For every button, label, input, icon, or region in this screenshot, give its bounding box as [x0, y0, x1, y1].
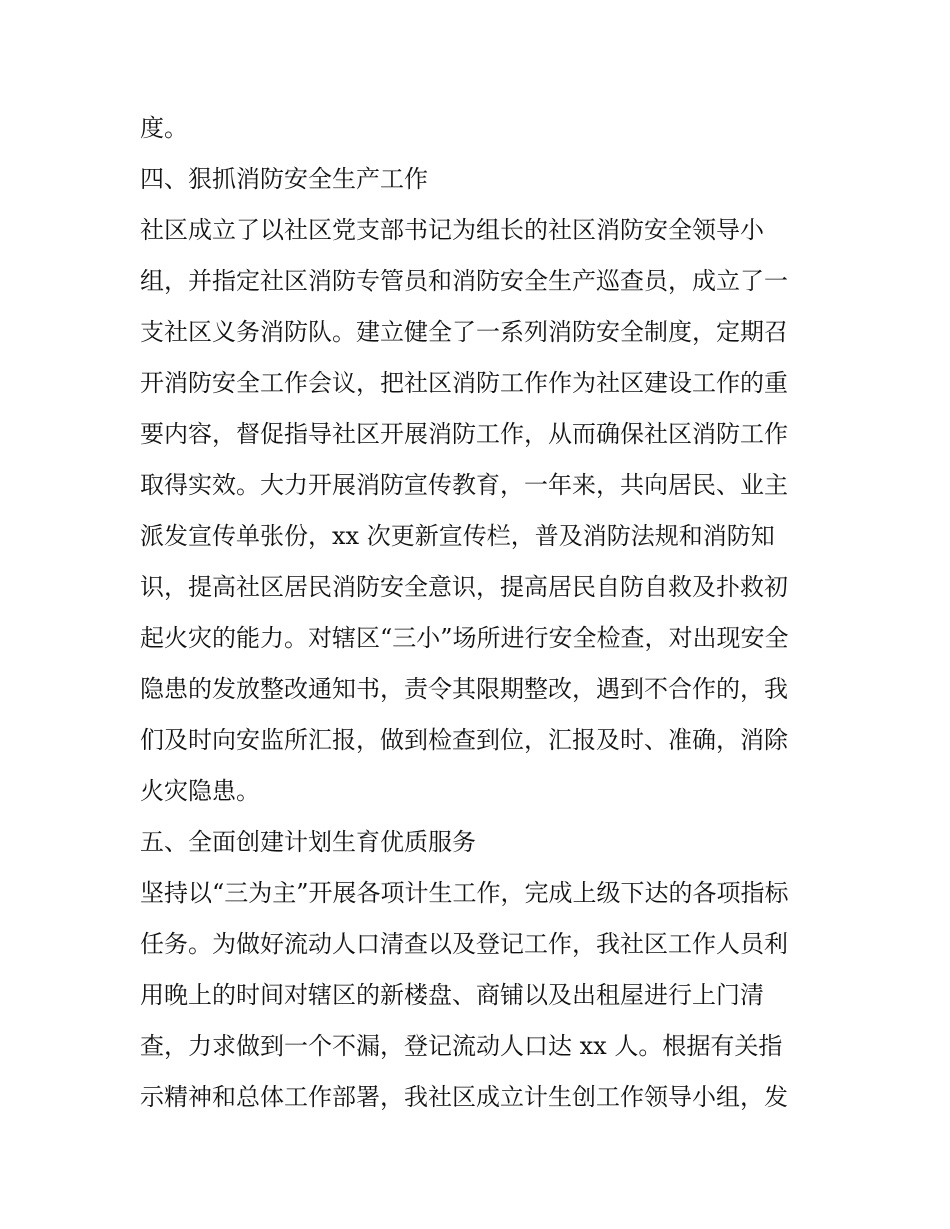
text-line: 社区成立了以社区党支部书记为组长的社区消防安全领导小	[140, 216, 764, 244]
text-line: 起火灾的能力。对辖区“三小”场所进行安全检查，对出现安全	[140, 624, 789, 652]
text-line: 派发宣传单张份，xx 次更新宣传栏，普及消防法规和消防知	[140, 522, 775, 550]
text-line: 示精神和总体工作部署，我社区成立计生创工作领导小组，发	[140, 1083, 788, 1111]
text-line: 支社区义务消防队。建立健全了一系列消防安全制度，定期召	[140, 318, 788, 346]
text-line: 坚持以“三为主”开展各项计生工作，完成上级下达的各项指标	[140, 879, 789, 907]
text-line: 取得实效。大力开展消防宣传教育，一年来，共向居民、业主	[140, 471, 788, 499]
text-line: 查，力求做到一个不漏，登记流动人口达 xx 人。根据有关指	[140, 1032, 783, 1060]
text-line: 度。	[140, 114, 188, 142]
section-heading-fire-safety: 四、狠抓消防安全生产工作	[140, 165, 428, 193]
text-line: 要内容，督促指导社区开展消防工作，从而确保社区消防工作	[140, 420, 788, 448]
text-line: 隐患的发放整改通知书，责令其限期整改，遇到不合作的，我	[140, 675, 788, 703]
text-line: 识，提高社区居民消防安全意识，提高居民自防自救及扑救初	[140, 573, 788, 601]
text-line: 用晚上的时间对辖区的新楼盘、商铺以及出租屋进行上门清	[140, 981, 764, 1009]
text-line: 任务。为做好流动人口清查以及登记工作，我社区工作人员利	[140, 930, 788, 958]
text-line: 火灾隐患。	[140, 777, 260, 805]
text-line: 组，并指定社区消防专管员和消防安全生产巡查员，成立了一	[140, 267, 788, 295]
section-heading-family-planning: 五、全面创建计划生育优质服务	[140, 828, 476, 856]
text-line: 开消防安全工作会议，把社区消防工作作为社区建设工作的重	[140, 369, 788, 397]
text-line: 们及时向安监所汇报，做到检查到位，汇报及时、准确，消除	[140, 726, 788, 754]
